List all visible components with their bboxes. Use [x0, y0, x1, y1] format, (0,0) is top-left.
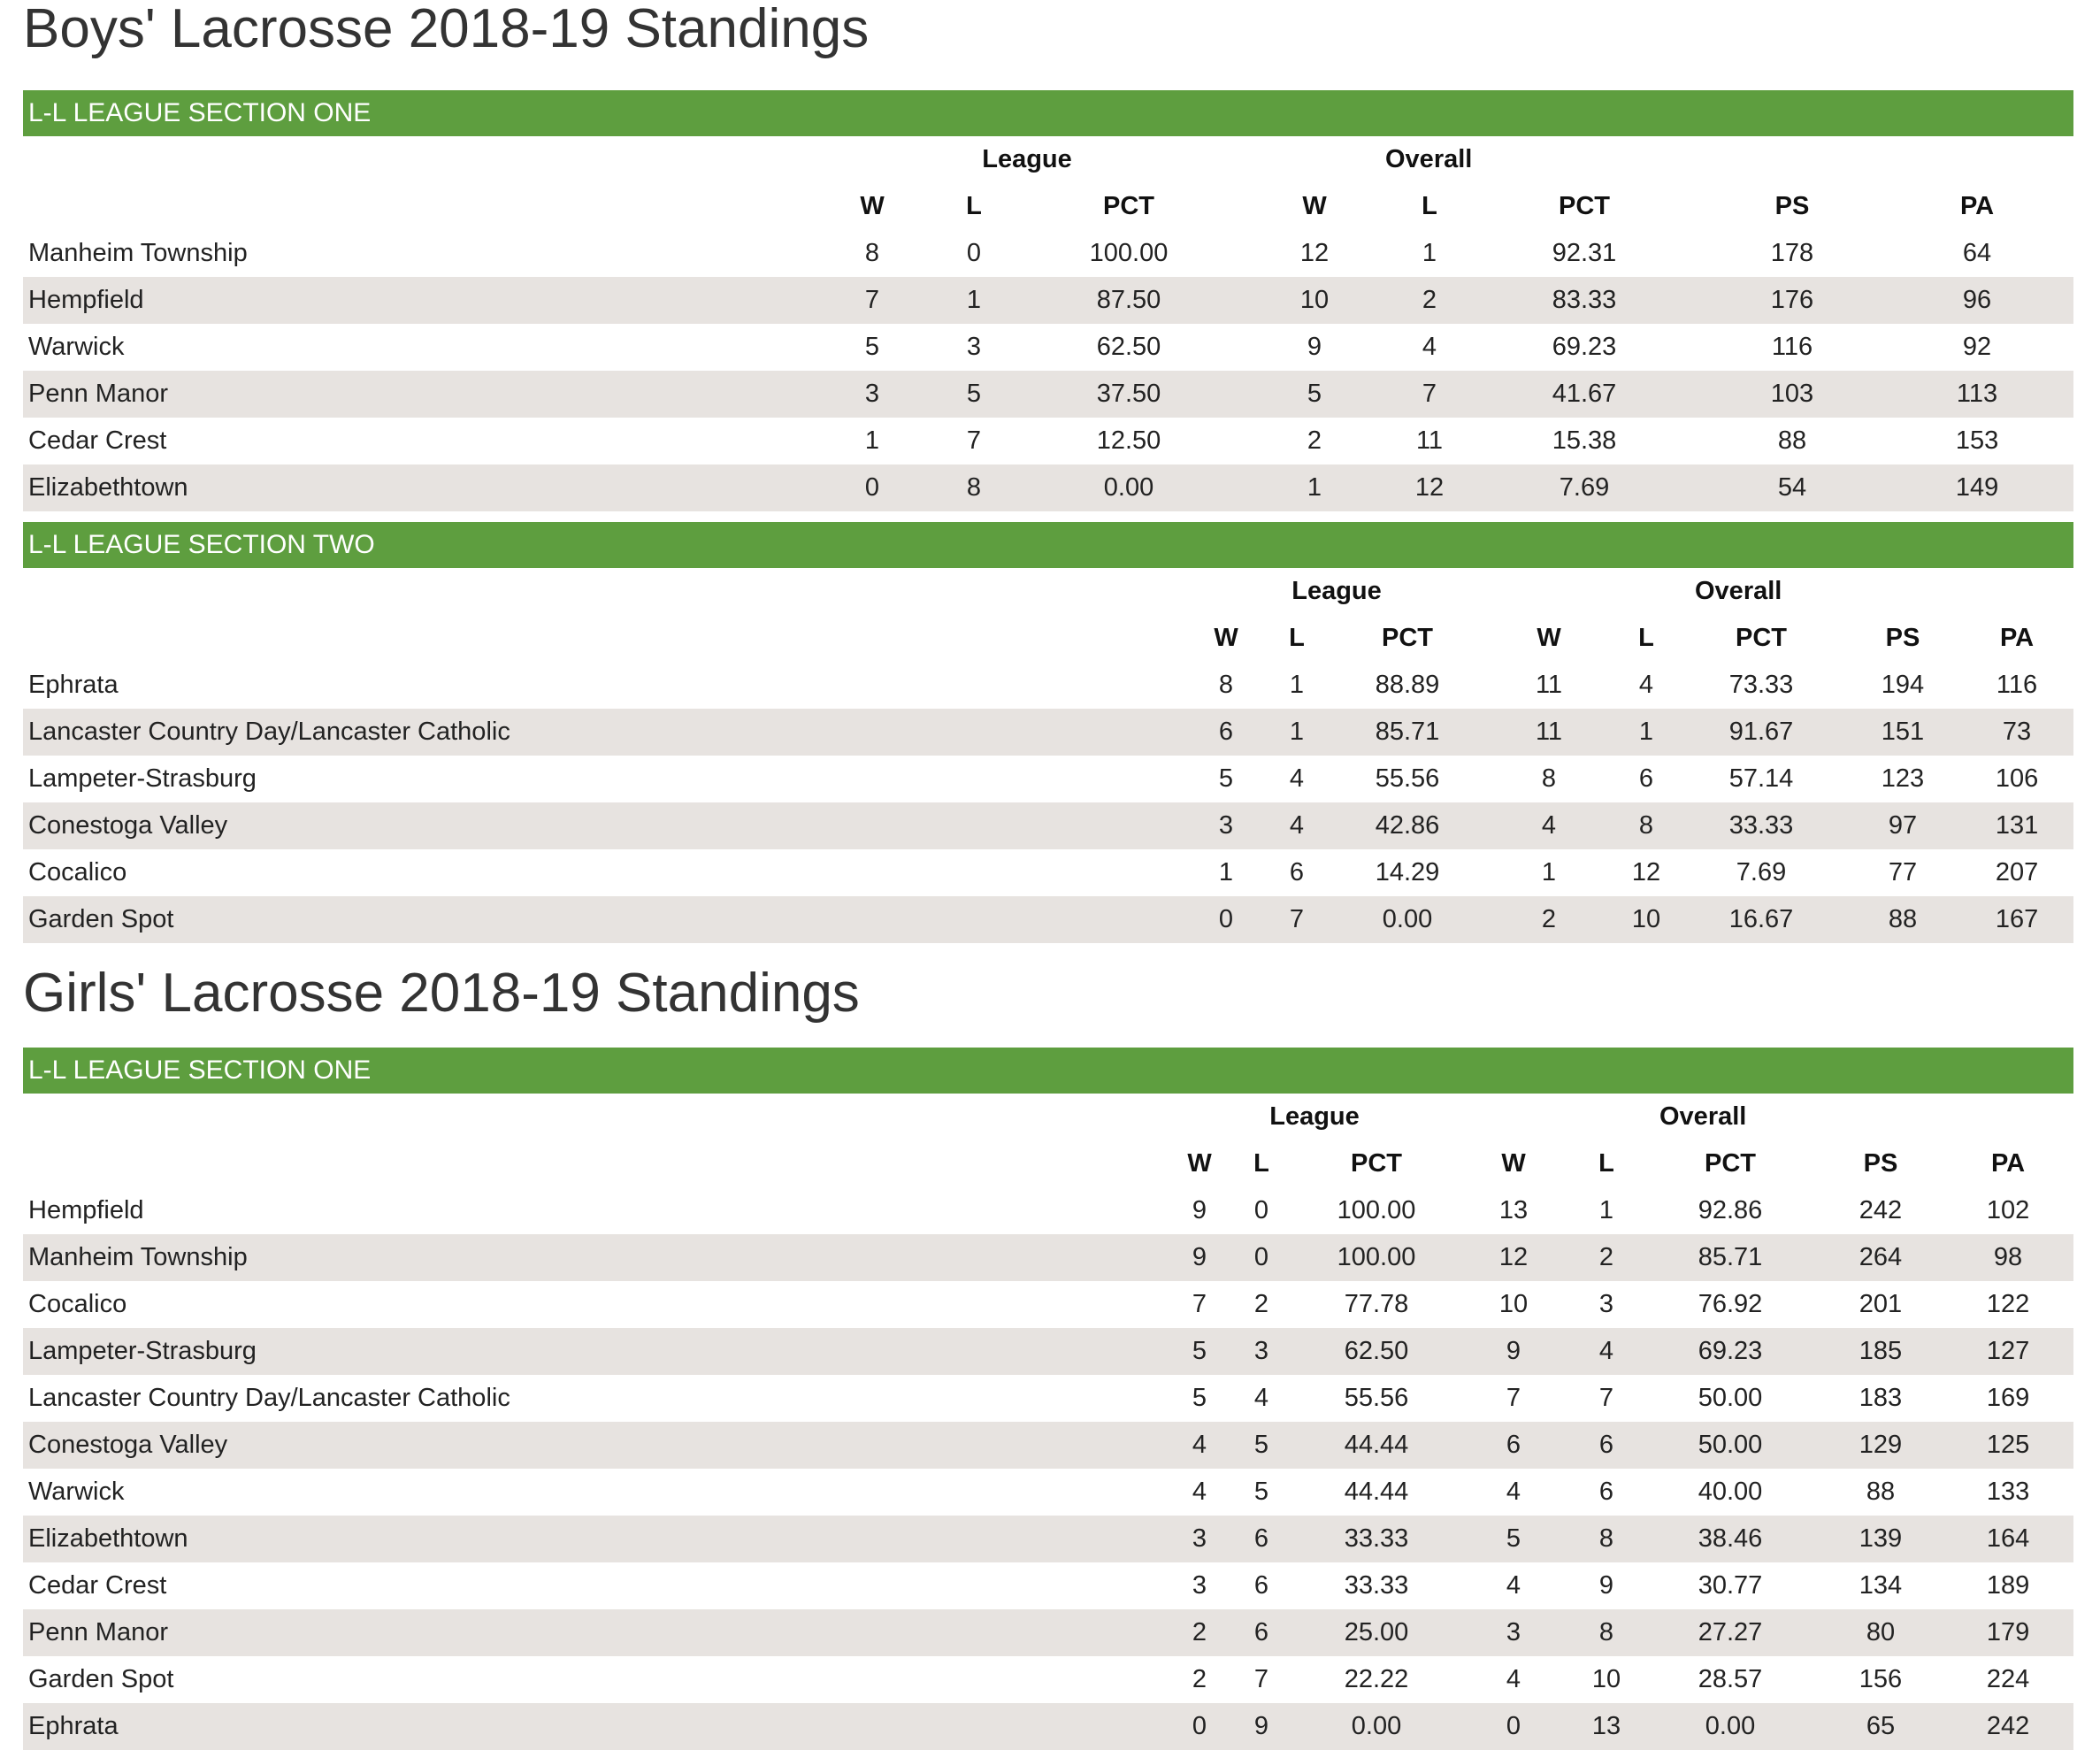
stat-cell: 64	[1962, 239, 1992, 267]
column-header: L	[1422, 192, 1437, 220]
stat-cell: 3	[1598, 1290, 1614, 1318]
table-row	[23, 277, 2073, 324]
column-header: W	[1501, 1149, 1526, 1178]
boys-standings-title: Boys' Lacrosse 2018-19 Standings	[23, 0, 870, 59]
stat-cell: 2	[1307, 426, 1322, 455]
stat-cell: 5	[1226, 1422, 1297, 1469]
stat-cell: 77	[1888, 858, 1918, 887]
column-header: PA	[1999, 624, 2035, 652]
stat-cell: 4	[1173, 1422, 1226, 1469]
table-row	[23, 1516, 2073, 1562]
team-name: Cedar Crest	[28, 426, 167, 455]
section-header: L-L LEAGUE SECTION ONE	[23, 90, 2073, 136]
team-name: Warwick	[28, 1478, 125, 1506]
stat-cell: 1	[1289, 671, 1305, 699]
stat-cell: 116	[1771, 333, 1813, 361]
column-header-row	[23, 615, 2073, 662]
column-header: L	[966, 192, 982, 220]
stat-cell: 1	[925, 277, 1023, 324]
team-name: Cocalico	[28, 1290, 127, 1318]
stat-cell: 76.92	[1698, 1290, 1763, 1318]
overall-group-header: Overall	[1659, 1102, 1747, 1131]
stat-cell: 7	[966, 426, 982, 455]
stat-cell: 7	[1506, 1384, 1521, 1412]
stat-cell: 41.67	[1465, 371, 1704, 418]
stat-cell: 92.86	[1698, 1196, 1763, 1224]
column-header: W	[1537, 624, 1561, 652]
stat-cell: 12.50	[1096, 426, 1161, 455]
stat-cell: 7	[1394, 371, 1465, 418]
overall-group-header: Overall	[1385, 145, 1473, 173]
league-group-header: League	[1269, 1102, 1360, 1131]
stat-cell: 156	[1859, 1665, 1903, 1693]
stat-cell: 113	[1881, 371, 2073, 418]
table-row	[23, 662, 2073, 709]
team-name: Ephrata	[23, 1703, 1173, 1750]
stat-cell: 264	[1819, 1234, 1943, 1281]
stat-cell: 1	[1615, 709, 1677, 756]
stat-cell: 54	[1704, 464, 1881, 511]
team-name: Elizabethtown	[23, 464, 819, 511]
stat-cell: 8	[1571, 1516, 1642, 1562]
stat-cell: 10	[1591, 1665, 1621, 1693]
column-header: L	[1598, 1149, 1614, 1178]
stat-cell: 5	[1253, 1478, 1269, 1506]
stat-cell: 7	[819, 277, 925, 324]
column-header: PCT	[1705, 1149, 1756, 1178]
stat-cell: 3	[1226, 1328, 1297, 1375]
stat-cell: 10	[1615, 896, 1677, 943]
stat-cell: 3	[1456, 1609, 1571, 1656]
stat-cell: 178	[1770, 239, 1814, 267]
column-header-row	[23, 183, 2073, 230]
team-name: Conestoga Valley	[23, 1422, 1173, 1469]
stat-cell: 96	[1881, 277, 2073, 324]
stat-cell: 1	[864, 426, 880, 455]
stat-cell: 7.69	[1465, 464, 1704, 511]
standings-table	[23, 136, 2073, 511]
column-header-row	[23, 1140, 2073, 1187]
table-row	[23, 371, 2073, 418]
stat-cell: 6	[1226, 1516, 1297, 1562]
stat-cell: 0	[1173, 1703, 1226, 1750]
column-header: PS	[1774, 192, 1810, 220]
stat-cell: 91.67	[1677, 709, 1845, 756]
stat-cell: 50.00	[1642, 1422, 1819, 1469]
stat-cell: 83.33	[1465, 277, 1704, 324]
stat-cell: 0.00	[1642, 1703, 1819, 1750]
stat-cell: 44.44	[1344, 1478, 1409, 1506]
stat-cell: 2	[1394, 277, 1465, 324]
stat-cell: 38.46	[1642, 1516, 1819, 1562]
stat-cell: 4	[1506, 1665, 1521, 1693]
stat-cell: 77.78	[1344, 1290, 1409, 1318]
stat-cell: 50.00	[1698, 1384, 1763, 1412]
stat-cell: 6	[1598, 1478, 1614, 1506]
table-row	[23, 1703, 2073, 1750]
stat-cell: 4	[1289, 764, 1305, 793]
stat-cell: 5	[1218, 764, 1234, 793]
stat-cell: 33.33	[1297, 1516, 1456, 1562]
stat-cell: 100.00	[1089, 239, 1169, 267]
table-row	[23, 1656, 2073, 1703]
column-header: W	[1302, 192, 1327, 220]
stat-cell: 127	[1943, 1328, 2073, 1375]
stat-cell: 25.00	[1297, 1609, 1456, 1656]
stat-cell: 7	[1192, 1290, 1207, 1318]
stat-cell: 10	[1235, 277, 1394, 324]
table-row	[23, 896, 2073, 943]
stat-cell: 4	[1506, 1571, 1521, 1600]
league-group-header: League	[982, 145, 1072, 173]
stat-cell: 13	[1571, 1703, 1642, 1750]
stat-cell: 100.00	[1337, 1196, 1416, 1224]
table-row	[23, 849, 2073, 896]
stat-cell: 201	[1859, 1290, 1903, 1318]
team-name: Penn Manor	[23, 1609, 1173, 1656]
stat-cell: 5	[925, 371, 1023, 418]
column-header: PCT	[1736, 624, 1787, 652]
column-header: PS	[1885, 624, 1920, 652]
stat-cell: 8	[1571, 1609, 1642, 1656]
stat-cell: 65	[1819, 1703, 1943, 1750]
stat-cell: 179	[1943, 1609, 2073, 1656]
stat-cell: 133	[1986, 1478, 2030, 1506]
stat-cell: 15.38	[1552, 426, 1617, 455]
boys-section-one	[23, 90, 2073, 511]
stat-cell: 88	[1777, 426, 1807, 455]
stat-cell: 9	[1456, 1328, 1571, 1375]
group-header-row	[23, 568, 2073, 615]
stat-cell: 242	[1859, 1196, 1903, 1224]
column-header: PS	[1863, 1149, 1898, 1178]
column-header: PCT	[1382, 624, 1433, 652]
stat-cell: 6	[1253, 1571, 1269, 1600]
stat-cell: 8	[864, 239, 880, 267]
stat-cell: 11	[1483, 709, 1615, 756]
stat-cell: 6	[1226, 1609, 1297, 1656]
stat-cell: 224	[1986, 1665, 2030, 1693]
stat-cell: 2	[1253, 1290, 1269, 1318]
team-name: Penn Manor	[23, 371, 819, 418]
team-name: Lancaster Country Day/Lancaster Catholic	[28, 1384, 510, 1412]
stat-cell: 3	[966, 333, 982, 361]
stat-cell: 11	[1415, 426, 1444, 455]
stat-cell: 4	[1422, 333, 1437, 361]
table-row	[23, 464, 2073, 511]
stat-cell: 9	[1307, 333, 1322, 361]
team-name: Conestoga Valley	[23, 802, 1191, 849]
stat-cell: 125	[1943, 1422, 2073, 1469]
stat-cell: 176	[1704, 277, 1881, 324]
table-row	[23, 709, 2073, 756]
column-header: PA	[1990, 1149, 2026, 1178]
column-header: W	[1214, 624, 1238, 652]
team-name: Lampeter-Strasburg	[28, 764, 257, 793]
stat-cell: 122	[1986, 1290, 2030, 1318]
league-group-header: League	[1291, 577, 1382, 605]
stat-cell: 2	[1483, 896, 1615, 943]
stat-cell: 9	[1173, 1234, 1226, 1281]
stat-cell: 102	[1986, 1196, 2030, 1224]
group-header-row	[23, 136, 2073, 183]
stat-cell: 12	[1631, 858, 1661, 887]
stat-cell: 37.50	[1023, 371, 1235, 418]
stat-cell: 0.00	[1332, 896, 1483, 943]
table-row	[23, 1328, 2073, 1375]
stat-cell: 88.89	[1375, 671, 1440, 699]
team-name: Ephrata	[28, 671, 119, 699]
stat-cell: 6	[1289, 858, 1305, 887]
stat-cell: 1	[1235, 464, 1394, 511]
stat-cell: 40.00	[1698, 1478, 1763, 1506]
stat-cell: 73.33	[1728, 671, 1794, 699]
table-row	[23, 1469, 2073, 1516]
column-header: W	[1187, 1149, 1212, 1178]
column-header: L	[1638, 624, 1654, 652]
girls-standings-title: Girls' Lacrosse 2018-19 Standings	[23, 963, 860, 1024]
stat-cell: 62.50	[1297, 1328, 1456, 1375]
column-header: PA	[1959, 192, 1995, 220]
stat-cell: 28.57	[1698, 1665, 1763, 1693]
stat-cell: 4	[1638, 671, 1654, 699]
stat-cell: 1	[1261, 709, 1332, 756]
team-name: Manheim Township	[23, 1234, 1173, 1281]
team-name: Garden Spot	[28, 1665, 174, 1693]
table-row	[23, 1375, 2073, 1422]
stat-cell: 164	[1943, 1516, 2073, 1562]
stat-cell: 55.56	[1344, 1384, 1409, 1412]
girls-section-one	[23, 1048, 2073, 1750]
boys-section-two	[23, 522, 2073, 943]
stat-cell: 97	[1845, 802, 1960, 849]
stat-cell: 62.50	[1096, 333, 1161, 361]
stat-cell: 92	[1962, 333, 1992, 361]
stat-cell: 33.33	[1677, 802, 1845, 849]
stat-cell: 5	[1192, 1384, 1207, 1412]
stat-cell: 0	[819, 464, 925, 511]
stat-cell: 131	[1960, 802, 2073, 849]
stat-cell: 3	[819, 371, 925, 418]
table-row	[23, 1422, 2073, 1469]
stat-cell: 92.31	[1552, 239, 1617, 267]
team-name: Elizabethtown	[23, 1516, 1173, 1562]
team-name: Warwick	[28, 333, 125, 361]
stat-cell: 22.22	[1344, 1665, 1409, 1693]
team-name: Cocalico	[28, 858, 127, 887]
stat-cell: 1	[1422, 239, 1437, 267]
stat-cell: 8	[1541, 764, 1557, 793]
stat-cell: 242	[1943, 1703, 2073, 1750]
stat-cell: 33.33	[1344, 1571, 1409, 1600]
stat-cell: 2	[1192, 1665, 1207, 1693]
stat-cell: 5	[1173, 1328, 1226, 1375]
overall-group-header: Overall	[1695, 577, 1782, 605]
stat-cell: 6	[1638, 764, 1654, 793]
group-header-row	[23, 1094, 2073, 1140]
table-row	[23, 230, 2073, 277]
section-header: L-L LEAGUE SECTION ONE	[23, 1048, 2073, 1094]
stat-cell: 85.71	[1332, 709, 1483, 756]
stat-cell: 2	[1173, 1609, 1226, 1656]
section-header: L-L LEAGUE SECTION TWO	[23, 522, 2073, 568]
table-row	[23, 324, 2073, 371]
stat-cell: 7.69	[1736, 858, 1787, 887]
column-header: L	[1289, 624, 1305, 652]
team-name: Lancaster Country Day/Lancaster Catholic	[23, 709, 1191, 756]
stat-cell: 100.00	[1297, 1234, 1456, 1281]
stat-cell: 12	[1394, 464, 1465, 511]
stat-cell: 12	[1299, 239, 1330, 267]
team-name: Manheim Township	[28, 239, 248, 267]
stat-cell: 7	[1598, 1384, 1614, 1412]
standings-table	[23, 568, 2073, 943]
stat-cell: 3	[1192, 1571, 1207, 1600]
stat-cell: 7	[1253, 1665, 1269, 1693]
stat-cell: 103	[1704, 371, 1881, 418]
stat-cell: 4	[1192, 1478, 1207, 1506]
stat-cell: 87.50	[1023, 277, 1235, 324]
stat-cell: 6	[1191, 709, 1261, 756]
stat-cell: 189	[1986, 1571, 2030, 1600]
stat-cell: 16.67	[1677, 896, 1845, 943]
stat-cell: 4	[1261, 802, 1332, 849]
stat-cell: 80	[1819, 1609, 1943, 1656]
column-header: W	[860, 192, 885, 220]
table-row	[23, 802, 2073, 849]
table-row	[23, 418, 2073, 464]
stat-cell: 5	[1235, 371, 1394, 418]
stat-cell: 151	[1845, 709, 1960, 756]
stat-cell: 55.56	[1375, 764, 1440, 793]
stat-cell: 207	[1995, 858, 2039, 887]
stat-cell: 14.29	[1375, 858, 1440, 887]
stat-cell: 139	[1819, 1516, 1943, 1562]
stat-cell: 149	[1881, 464, 2073, 511]
stat-cell: 10	[1498, 1290, 1529, 1318]
stat-cell: 8	[1615, 802, 1677, 849]
stat-cell: 167	[1960, 896, 2073, 943]
stat-cell: 0.00	[1023, 464, 1235, 511]
stat-cell: 2	[1571, 1234, 1642, 1281]
stat-cell: 123	[1881, 764, 1925, 793]
stat-cell: 69.23	[1552, 333, 1617, 361]
stat-cell: 30.77	[1698, 1571, 1763, 1600]
stat-cell: 185	[1819, 1328, 1943, 1375]
stat-cell: 6	[1456, 1422, 1571, 1469]
stat-cell: 73	[1960, 709, 2073, 756]
stat-cell: 3	[1191, 802, 1261, 849]
stat-cell: 0	[1191, 896, 1261, 943]
stat-cell: 4	[1253, 1384, 1269, 1412]
stat-cell: 57.14	[1728, 764, 1794, 793]
stat-cell: 13	[1498, 1196, 1529, 1224]
stat-cell: 11	[1535, 671, 1563, 699]
stat-cell: 42.86	[1332, 802, 1483, 849]
stat-cell: 1	[1218, 858, 1234, 887]
stat-cell: 169	[1986, 1384, 2030, 1412]
stat-cell: 129	[1819, 1422, 1943, 1469]
stat-cell: 1	[1598, 1196, 1614, 1224]
stat-cell: 194	[1881, 671, 1925, 699]
stat-cell: 1	[1541, 858, 1557, 887]
stat-cell: 12	[1456, 1234, 1571, 1281]
standings-table	[23, 1094, 2073, 1750]
stat-cell: 5	[1456, 1516, 1571, 1562]
stat-cell: 9	[1192, 1196, 1207, 1224]
stat-cell: 44.44	[1297, 1422, 1456, 1469]
stat-cell: 98	[1943, 1234, 2073, 1281]
stat-cell: 9	[1226, 1703, 1297, 1750]
table-row	[23, 1234, 2073, 1281]
stat-cell: 116	[1996, 671, 2038, 699]
stat-cell: 8	[925, 464, 1023, 511]
team-name: Garden Spot	[23, 896, 1191, 943]
stat-cell: 153	[1955, 426, 1999, 455]
column-header: PCT	[1351, 1149, 1402, 1178]
stat-cell: 88	[1845, 896, 1960, 943]
stat-cell: 0	[1456, 1703, 1571, 1750]
table-row	[23, 1187, 2073, 1234]
stat-cell: 8	[1218, 671, 1234, 699]
column-header: L	[1253, 1149, 1269, 1178]
stat-cell: 3	[1173, 1516, 1226, 1562]
table-row	[23, 756, 2073, 802]
stat-cell: 85.71	[1642, 1234, 1819, 1281]
stat-cell: 0	[1226, 1234, 1297, 1281]
stat-cell: 0	[966, 239, 982, 267]
stat-cell: 5	[864, 333, 880, 361]
stat-cell: 106	[1995, 764, 2039, 793]
stat-cell: 134	[1859, 1571, 1903, 1600]
stat-cell: 0.00	[1297, 1703, 1456, 1750]
table-row	[23, 1562, 2073, 1609]
stat-cell: 27.27	[1642, 1609, 1819, 1656]
stat-cell: 183	[1859, 1384, 1903, 1412]
column-header: PCT	[1103, 192, 1154, 220]
stat-cell: 4	[1571, 1328, 1642, 1375]
stat-cell: 69.23	[1642, 1328, 1819, 1375]
team-name: Cedar Crest	[28, 1571, 167, 1600]
stat-cell: 4	[1483, 802, 1615, 849]
stat-cell: 6	[1571, 1422, 1642, 1469]
team-name: Lampeter-Strasburg	[23, 1328, 1173, 1375]
team-name: Hempfield	[23, 277, 819, 324]
stat-cell: 9	[1598, 1571, 1614, 1600]
column-header: PCT	[1559, 192, 1610, 220]
stat-cell: 88	[1866, 1478, 1896, 1506]
team-name: Hempfield	[28, 1196, 144, 1224]
stat-cell: 4	[1506, 1478, 1521, 1506]
stat-cell: 0	[1253, 1196, 1269, 1224]
stat-cell: 7	[1261, 896, 1332, 943]
table-row	[23, 1281, 2073, 1328]
table-row	[23, 1609, 2073, 1656]
